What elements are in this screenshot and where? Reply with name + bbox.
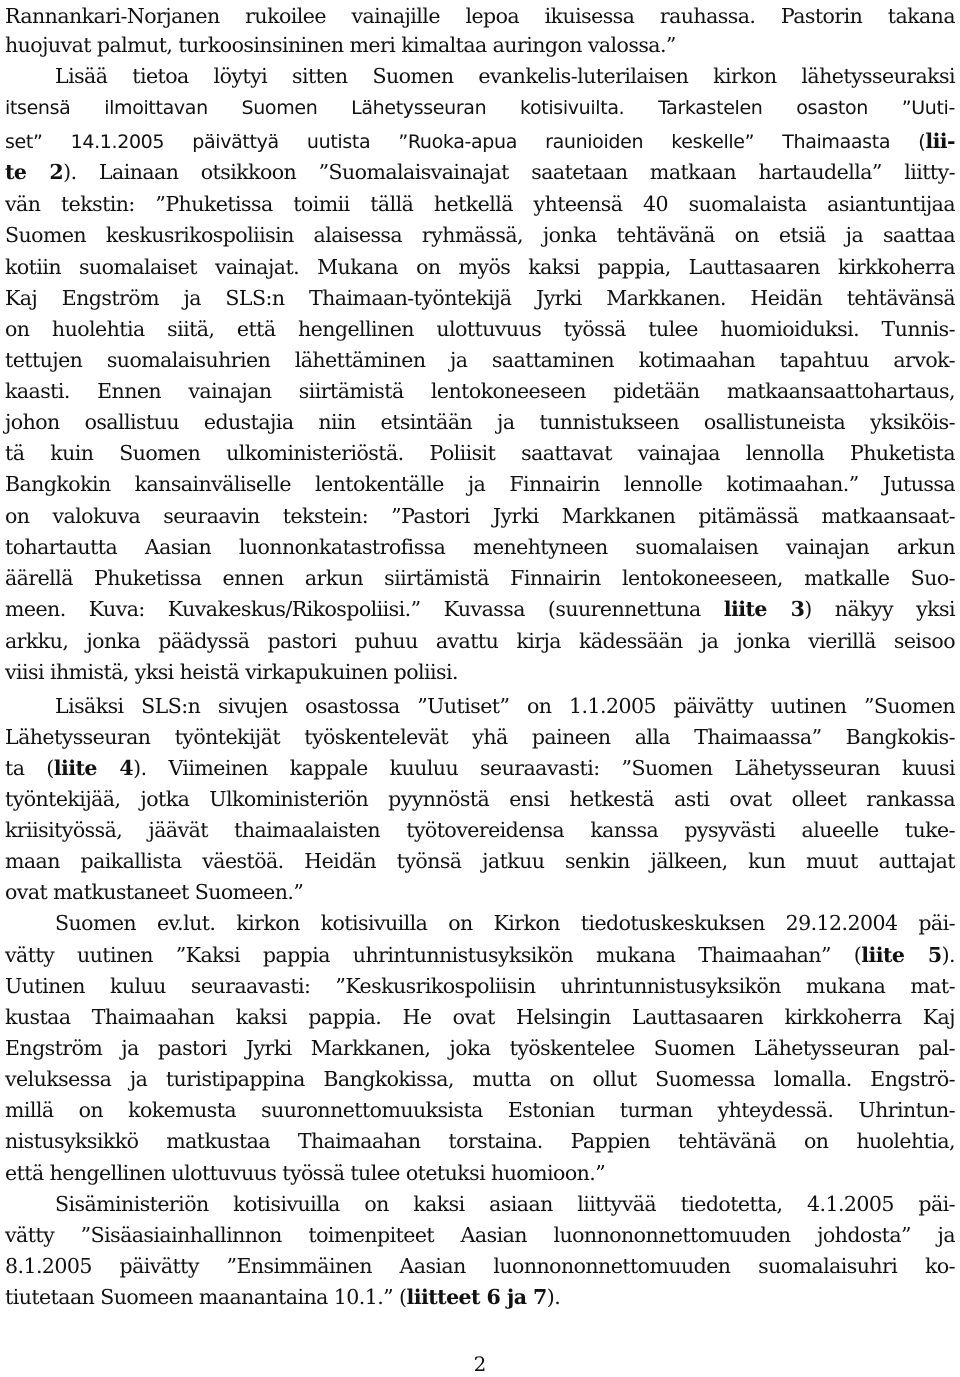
text-run: kriisityössä, jäävät thaimaalaisten työtovereidensa kanssa pysyvästi alueelle tuke- [5, 818, 955, 842]
text-run: Uutinen kuluu seuraavasti: ”Keskusrikospoliisin uhrintunnistusyksikön mukana mat- [5, 974, 955, 998]
text-run: nistusyksikkö matkustaa Thaimaahan torstaina. Pappien tehtävänä on huolehtia, [5, 1129, 955, 1153]
text-run: kustaa Thaimaahan kaksi pappia. He ovat Helsingin Lauttasaaren kirkkoherra Kaj [5, 1005, 955, 1029]
text-line [5, 29, 676, 61]
text-line [55, 690, 955, 722]
text-run: Lähetysseuran työntekijät työskentelevät yhä paineen alla Thaimaassa” Bangkokis- [5, 725, 955, 749]
text-run: äärellä Phuketissa ennen arkun siirtämistä Finnairin lentokoneeseen, matkalle Suo- [5, 566, 955, 590]
text-line [5, 219, 955, 251]
text-run: veluksessa ja turistipappina Bangkokissa, mutta on ollut Suomessa lomalla. Engströ- [5, 1067, 955, 1091]
text-line [5, 1281, 560, 1313]
text-line [5, 531, 955, 563]
text-run: Lisää tietoa löytyi sitten Suomen evankelis-luterilaisen kirkon lähetysseuraksi [55, 64, 955, 88]
text-run: huojuvat palmut, turkoosinsininen meri kimaltaa auringon valossa.” [5, 33, 676, 57]
text-run: meen. Kuva: Kuvakeskus/Rikospoliisi.” Kuvassa (suurennettuna [5, 597, 724, 621]
text-run: tä kuin Suomen ulkoministeriöstä. Poliisit saattavat vainajaa lennolla Phuketista [5, 441, 955, 465]
text-line [5, 1250, 955, 1282]
text-line [5, 939, 955, 971]
text-run: vätty uutinen ”Kaksi pappia uhrintunnistusyksikön mukana Thaimaahan” ( [5, 943, 862, 967]
text-line [5, 282, 955, 314]
text-line [5, 313, 955, 345]
text-line [5, 752, 955, 784]
text-run: kotiin suomalaiset vainajat. Mukana on myös kaksi pappia, Lauttasaaren kirkkoherra [5, 255, 955, 279]
text-line [55, 907, 955, 939]
text-run: maan paikallista väestöä. Heidän työnsä jatkuu senkin jälkeen, kun muut auttajat [5, 849, 955, 873]
text-run: Sisäministeriön kotisivuilla on kaksi asiaan liittyvää tiedotetta, 4.1.2005 päi- [55, 1192, 955, 1216]
text-line [5, 1063, 955, 1095]
text-line [5, 437, 955, 469]
text-run: vätty ”Sisäasiainhallinnon toimenpiteet Aasian luonnononnettomuuden johdosta” ja [5, 1223, 955, 1247]
page-number: 2 [473, 1352, 487, 1376]
text-run: tohartautta Aasian luonnonkatastrofissa menehtyneen suomalaisen vainajan arkun [5, 535, 955, 559]
text-run: Suomen ev.lut. kirkon kotisivuilla on Kirkon tiedotuskeskuksen 29.12.2004 päi- [55, 911, 955, 935]
text-run: että hengellinen ulottuvuus työssä tulee otetuksi huomioon.” [5, 1161, 606, 1185]
text-line [5, 656, 458, 688]
text-line [5, 0, 955, 32]
text-run: viisi ihmistä, yksi heistä virkapukuinen poliisi. [5, 660, 458, 684]
text-run: tiutetaan Suomeen maanantaina 10.1.” ( [5, 1285, 407, 1309]
text-line [5, 1001, 955, 1033]
text-line [5, 406, 955, 438]
text-line [5, 375, 955, 407]
text-run: itsensä ilmoittavan Suomen Lähetysseuran kotisivuilta. [5, 97, 659, 119]
text-line [5, 188, 955, 220]
text-run: Engström ja pastori Jyrki Markkanen, joka työskentelee Suomen Lähetysseuran pal- [5, 1036, 955, 1060]
text-line [5, 1094, 955, 1126]
text-run: vän tekstin: ”Phuketissa toimii tällä hetkellä yhteensä 40 suomalaista asiantuntijaa [5, 192, 955, 216]
attachment-reference: liite 5 [861, 943, 942, 967]
text-run: ) näkyy yksi [804, 597, 955, 621]
text-run: Rannankari-Norjanen rukoilee vainajille lepoa ikuisessa rauhassa. Pastorin takana [5, 4, 955, 28]
text-line [5, 876, 303, 908]
text-line [5, 625, 955, 657]
text-line [5, 1157, 605, 1189]
text-run: ovat matkustaneet Suomeen.” [5, 880, 304, 904]
text-line [5, 1032, 955, 1064]
text-run: johon osallistuu edustajia niin etsintään ja tunnistukseen osallistuneista yksiköis- [5, 410, 955, 434]
text-line [5, 125, 955, 157]
text-line [5, 814, 955, 846]
text-line [5, 721, 955, 753]
text-line [5, 562, 955, 594]
text-run: Tarkastelen osaston ”Uuti- [658, 97, 955, 119]
text-run: Suomen keskusrikospoliisin alaisessa ryhmässä, jonka tehtävänä on etsiä ja saattaa [5, 223, 955, 247]
text-line [5, 970, 955, 1002]
text-run: millä on kokemusta suuronnettomuuksista Estonian turman yhteydessä. Uhrintun- [5, 1098, 955, 1122]
text-line [5, 91, 955, 123]
text-run: tettujen suomalaisuhrien lähettäminen ja saattaminen kotimaahan tapahtuu arvok- [5, 348, 955, 372]
text-run: työntekijää, jotka Ulkoministeriön pyynnöstä ensi hetkestä asti ovat olleet rankassa [5, 787, 955, 811]
attachment-reference: liite 3 [723, 597, 805, 621]
text-line [5, 344, 955, 376]
attachment-reference: liitteet 6 ja 7 [406, 1285, 547, 1309]
text-run: kaasti. Ennen vainajan siirtämistä lentokoneeseen pidetään matkaansaattohartaus, [5, 379, 955, 403]
text-run: on valokuva seuraavin tekstein: ”Pastori Jyrki Markkanen pitämässä matkaansaat- [5, 504, 955, 528]
text-line [5, 1125, 955, 1157]
text-line [5, 593, 955, 625]
text-run: set” 14.1.2005 päivättyä uutista ”Ruoka-apua raunioiden keskelle” Thaimaasta ( [5, 131, 926, 153]
text-run: ). Lainaan otsikkoon ”Suomalaisvainajat saatetaan matkaan hartaudella” liitty- [63, 160, 956, 184]
text-run: ). Viimeinen kappale kuuluu seuraavasti: ”Suomen Lähetysseuran kuusi [133, 756, 955, 780]
text-run: Lisäksi SLS:n sivujen osastossa ”Uutiset” on 1.1.2005 päivätty uutinen ”Suomen [55, 694, 955, 718]
text-line [55, 60, 955, 92]
text-line [5, 156, 955, 188]
text-run: ). [546, 1285, 561, 1309]
text-line [5, 251, 955, 283]
text-line [5, 783, 955, 815]
attachment-reference: te 2 [5, 160, 64, 184]
text-run: 8.1.2005 päivätty ”Ensimmäinen Aasian luonnononnettomuuden suomalaisuhri ko- [5, 1254, 955, 1278]
text-line [5, 845, 955, 877]
text-line [5, 500, 955, 532]
text-run: ). [941, 943, 955, 967]
text-run: arkku, jonka päädyssä pastori puhuu avattu kirja kädessään ja jonka vierillä seisoo [5, 629, 955, 653]
text-run: ta ( [5, 756, 54, 780]
text-line [5, 468, 955, 500]
text-run: Kaj Engström ja SLS:n Thaimaan-työntekijä Jyrki Markkanen. Heidän tehtävänsä [5, 286, 955, 310]
text-run: Bangkokin kansainväliselle lentokentälle ja Finnairin lennolle kotimaahan.” Jutussa [5, 472, 955, 496]
text-line [55, 1188, 955, 1220]
text-line [5, 1219, 955, 1251]
attachment-reference: liite 4 [53, 756, 134, 780]
attachment-reference: lii- [925, 129, 955, 153]
text-run: on huolehtia siitä, että hengellinen ulottuvuus työssä tulee huomioiduksi. Tunnis- [5, 317, 955, 341]
